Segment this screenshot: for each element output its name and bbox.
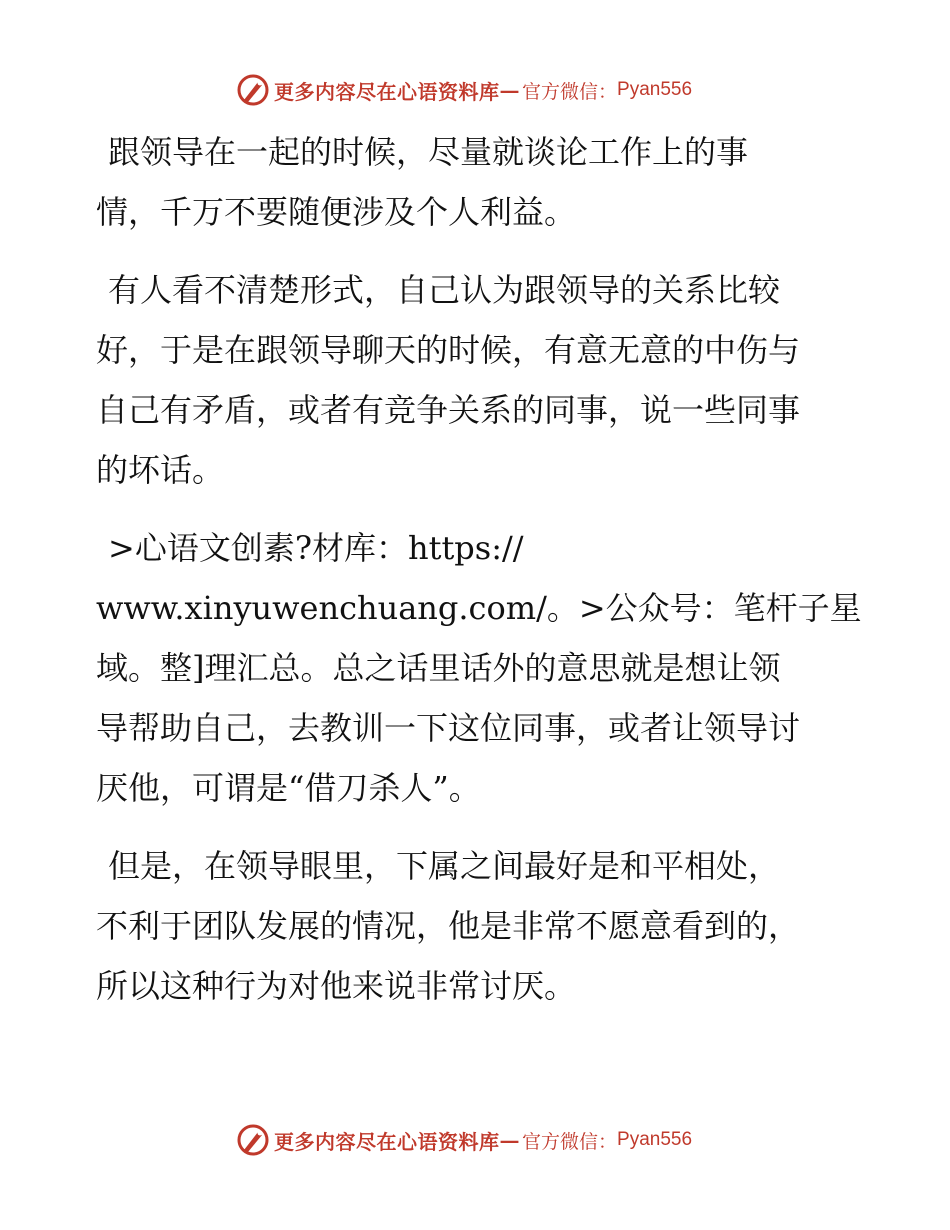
text-line: 导帮助自己，去教训一下这位同事，或者让领导讨 [96,709,801,747]
text-line: 情，千万不要随便涉及个人利益。 [96,193,577,231]
header-banner-separator: — [499,78,520,102]
text-line: 厌他，可谓是“借刀杀人”。 [96,769,481,807]
header-banner-title: 更多内容尽在心语资料库 [274,79,500,104]
text-line: 有人看不清楚形式，自己认为跟领导的关系比较 [108,271,781,309]
text-line: 域。整]理汇总。总之话里话外的意思就是想让领 [96,649,781,687]
footer-banner-title: 更多内容尽在心语资料库 [274,1129,500,1154]
text-line: >心语文创素?材库：https:// [108,529,524,567]
header-banner-content [236,70,692,110]
header-banner-wechat-id: Pyan556 [617,79,693,100]
text-line: 的坏话。 [96,451,225,489]
pen-logo-icon [236,1123,270,1157]
pen-logo-icon [236,73,270,107]
paragraph-1 [96,122,856,242]
paragraph-2 [96,260,856,500]
paragraph-4 [96,836,856,1016]
footer-banner-wechat-label: 官方微信： [522,1130,618,1153]
header-banner-wechat-label: 官方微信： [522,80,618,103]
text-line: 所以这种行为对他来说非常讨厌。 [96,967,577,1005]
text-line: 但是，在领导眼里，下属之间最好是和平相处， [108,847,781,885]
text-line: 跟领导在一起的时候，尽量就谈论工作上的事 [108,133,749,171]
footer-banner-wechat-id: Pyan556 [617,1129,693,1150]
text-line: www.xinyuwenchuang.com/。>公众号：笔杆子星 [96,589,862,627]
paragraph-3 [96,518,862,818]
header-banner [0,70,950,110]
footer-banner-separator: — [499,1128,520,1152]
text-line: 不利于团队发展的情况，他是非常不愿意看到的， [96,907,801,945]
text-line: 好，于是在跟领导聊天的时候，有意无意的中伤与 [96,331,801,369]
document-body [96,122,862,1034]
footer-banner-content [236,1120,692,1160]
footer-banner [0,1120,950,1160]
text-line: 自己有矛盾，或者有竞争关系的同事，说一些同事 [96,391,801,429]
